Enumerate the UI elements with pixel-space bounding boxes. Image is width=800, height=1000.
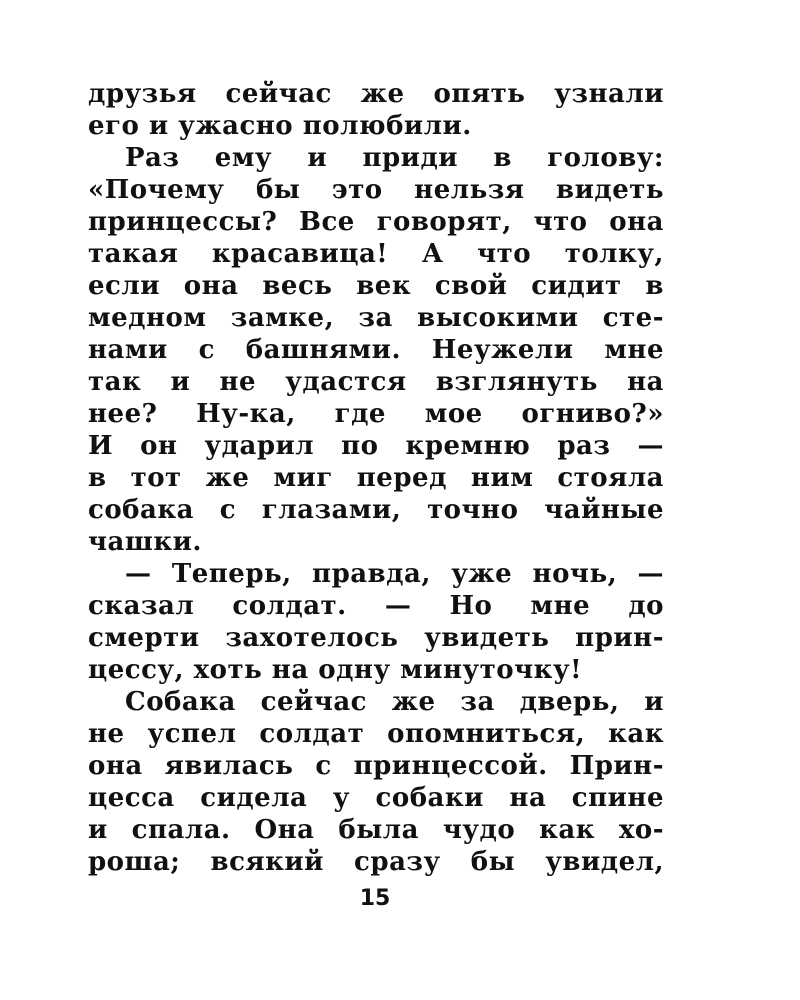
text-line: И он ударил по кремню раз — xyxy=(88,431,664,461)
text-line: Раз ему и приди в голову: xyxy=(125,143,664,173)
text-line: такая красавица! А что толку, xyxy=(88,239,664,269)
text-line: нее? Ну-ка, где мое огниво?» xyxy=(88,399,664,429)
text-line: смерти захотелось увидеть прин- xyxy=(88,623,664,653)
text-line: цесса сидела у собаки на спине xyxy=(88,783,664,813)
text-line: принцессы? Все говорят, что она xyxy=(88,207,664,237)
text-line: цессу, хоть на одну минуточку! xyxy=(88,655,582,685)
text-line: и спала. Она была чудо как хо- xyxy=(88,815,664,845)
text-line: чашки. xyxy=(88,527,202,557)
text-line: не успел солдат опомниться, как xyxy=(88,719,664,749)
text-line: она явилась с принцессой. Прин- xyxy=(88,751,664,781)
text-line: собака с глазами, точно чайные xyxy=(88,495,664,525)
text-line: Собака сейчас же за дверь, и xyxy=(125,687,664,717)
text-line: роша; всякий сразу бы увидел, xyxy=(88,847,664,877)
text-line: — Теперь, правда, уже ночь, — xyxy=(125,559,664,589)
text-line: друзья сейчас же опять узнали xyxy=(88,79,664,109)
body-text xyxy=(88,78,664,878)
text-line: медном замке, за высокими сте- xyxy=(88,303,664,333)
text-line: его и ужасно полюбили. xyxy=(88,111,472,141)
text-line: в тот же миг перед ним стояла xyxy=(88,463,664,493)
text-line: сказал солдат. — Но мне до xyxy=(88,591,664,621)
text-line: если она весь век свой сидит в xyxy=(88,271,664,301)
text-line: нами с башнями. Неужели мне xyxy=(88,335,664,365)
text-line: «Почему бы это нельзя видеть xyxy=(88,175,664,205)
page-number: 15 xyxy=(359,886,391,911)
text-line: так и не удастся взглянуть на xyxy=(88,367,664,397)
